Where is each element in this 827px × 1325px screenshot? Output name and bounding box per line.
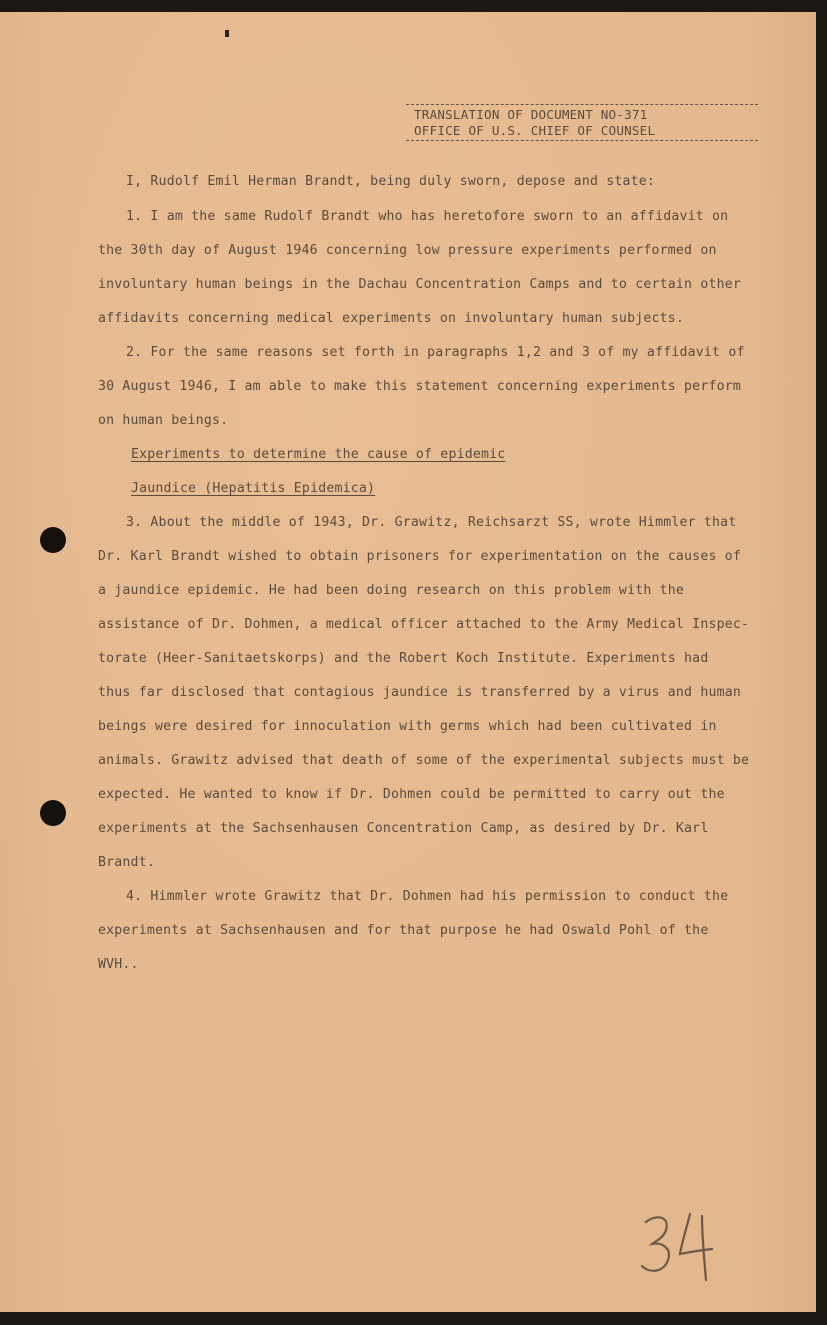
document-page xyxy=(0,12,816,1312)
handwritten-page-number xyxy=(632,1202,722,1292)
paragraph-3-line: torate (Heer-Sanitaetskorps) and the Robert Koch Institute. Experiments had xyxy=(98,651,709,666)
paragraph-3-line: a jaundice epidemic. He had been doing research on this problem with the xyxy=(98,583,685,598)
paragraph-3-line: expected. He wanted to know if Dr. Dohmen could be permitted to carry out the xyxy=(98,787,725,802)
paragraph-1-line: the 30th day of August 1946 concerning low pressure experiments performed on xyxy=(98,243,717,258)
paragraph-3-line: animals. Grawitz advised that death of some of the experimental subjects must be xyxy=(98,753,750,768)
header-line-2: OFFICE OF U.S. CHIEF OF COUNSEL xyxy=(414,123,656,138)
header-rule-top xyxy=(406,104,758,105)
paragraph-1-line: involuntary human beings in the Dachau Concentration Camps and to certain other xyxy=(98,277,742,292)
paragraph-3-line: assistance of Dr. Dohmen, a medical officer attached to the Army Medical Inspec- xyxy=(98,617,750,632)
binder-mark xyxy=(225,30,229,37)
paragraph-2-line: 30 August 1946, I am able to make this statement concerning experiments perform xyxy=(98,379,742,394)
paragraph-4-line: experiments at Sachsenhausen and for that purpose he had Oswald Pohl of the xyxy=(98,923,709,938)
paragraph-2-line: on human beings. xyxy=(98,413,229,428)
paragraph-3-line: thus far disclosed that contagious jaundice is transferred by a virus and human xyxy=(98,685,742,700)
intro-statement: I, Rudolf Emil Herman Brandt, being duly sworn, depose and state: xyxy=(126,174,656,189)
paragraph-3-line: experiments at the Sachsenhausen Concentration Camp, as desired by Dr. Karl xyxy=(98,821,709,836)
paragraph-2-line: 2. For the same reasons set forth in paragraphs 1,2 and 3 of my affidavit of xyxy=(126,345,745,360)
paragraph-4-line: 4. Himmler wrote Grawitz that Dr. Dohmen had his permission to conduct the xyxy=(126,889,729,904)
subheading-line: Jaundice (Hepatitis Epidemica) xyxy=(131,481,376,496)
subheading-line: Experiments to determine the cause of epidemic xyxy=(131,447,506,462)
header-rule-bottom xyxy=(406,140,758,141)
paragraph-4-line: WVH.. xyxy=(98,957,139,972)
header-line-1: TRANSLATION OF DOCUMENT NO-371 xyxy=(414,107,648,122)
paragraph-3-line: 3. About the middle of 1943, Dr. Grawitz, Reichsarzt SS, wrote Himmler that xyxy=(126,515,737,530)
binder-hole-lower xyxy=(40,800,66,826)
paragraph-1-line: 1. I am the same Rudolf Brandt who has heretofore sworn to an affidavit on xyxy=(126,209,729,224)
paragraph-3-line: beings were desired for innoculation with germs which had been cultivated in xyxy=(98,719,717,734)
paragraph-1-line: affidavits concerning medical experiments on involuntary human subjects. xyxy=(98,311,685,326)
paragraph-3-line: Dr. Karl Brandt wished to obtain prisoners for experimentation on the causes of xyxy=(98,549,742,564)
paragraph-3-line: Brandt. xyxy=(98,855,155,870)
binder-hole-upper xyxy=(40,527,66,553)
